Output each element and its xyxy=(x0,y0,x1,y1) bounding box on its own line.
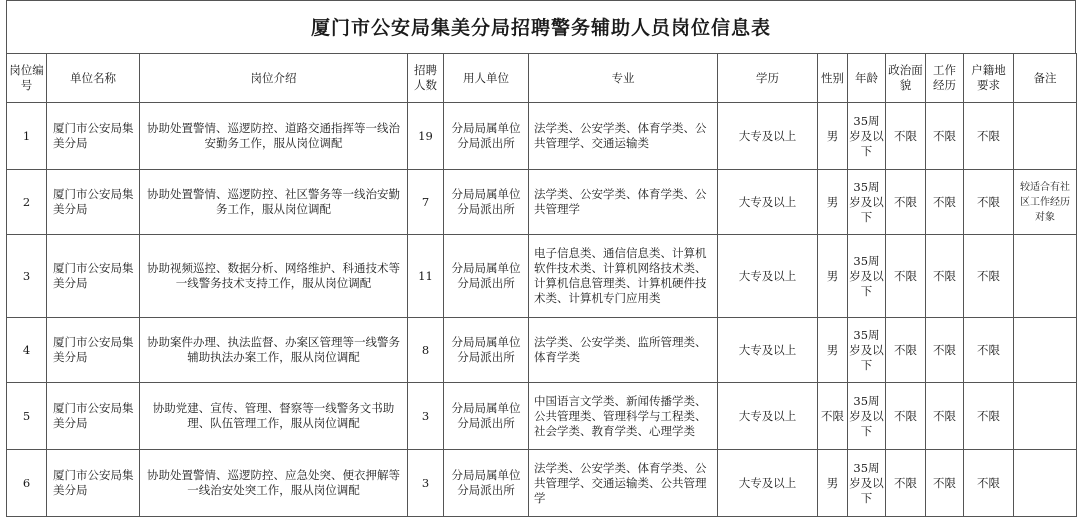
cell-major: 电子信息类、通信信息类、计算机软件技术类、计算机网络技术类、计算机信息管理类、计算机硬件技术类、计算机专门应用类 xyxy=(529,235,718,318)
cell-employer: 分局局属单位分局派出所 xyxy=(444,450,529,517)
cell-unit: 厦门市公安局集美分局 xyxy=(47,235,140,318)
cell-no: 3 xyxy=(7,235,47,318)
cell-no: 4 xyxy=(7,318,47,383)
cell-no: 1 xyxy=(7,103,47,170)
cell-intro: 协助处置警情、巡逻防控、道路交通指挥等一线治安勤务工作，服从岗位调配 xyxy=(140,103,408,170)
cell-employer: 分局局属单位分局派出所 xyxy=(444,235,529,318)
cell-political: 不限 xyxy=(886,235,926,318)
header-edu: 学历 xyxy=(718,54,818,103)
cell-major: 法学类、公安学类、体育学类、公共管理学、交通运输类 xyxy=(529,103,718,170)
cell-gender: 男 xyxy=(818,170,848,235)
cell-age: 35周岁及以下 xyxy=(848,103,886,170)
cell-major: 法学类、公安学类、监所管理类、体育学类 xyxy=(529,318,718,383)
cell-no: 5 xyxy=(7,383,47,450)
cell-unit: 厦门市公安局集美分局 xyxy=(47,450,140,517)
cell-unit: 厦门市公安局集美分局 xyxy=(47,383,140,450)
cell-age: 35周岁及以下 xyxy=(848,170,886,235)
header-major: 专业 xyxy=(529,54,718,103)
cell-edu: 大专及以上 xyxy=(718,103,818,170)
cell-note xyxy=(1014,103,1077,170)
table-row xyxy=(7,170,1077,235)
header-note: 备注 xyxy=(1014,54,1077,103)
cell-age: 35周岁及以下 xyxy=(848,383,886,450)
cell-gender: 男 xyxy=(818,318,848,383)
cell-unit: 厦门市公安局集美分局 xyxy=(47,170,140,235)
cell-political: 不限 xyxy=(886,103,926,170)
cell-note xyxy=(1014,450,1077,517)
cell-employer: 分局局属单位分局派出所 xyxy=(444,383,529,450)
table-row xyxy=(7,450,1077,517)
cell-edu: 大专及以上 xyxy=(718,318,818,383)
cell-intro: 协助处置警情、巡逻防控、社区警务等一线治安勤务工作，服从岗位调配 xyxy=(140,170,408,235)
header-count: 招聘人数 xyxy=(408,54,444,103)
cell-experience: 不限 xyxy=(926,235,964,318)
cell-age: 35周岁及以下 xyxy=(848,318,886,383)
cell-hukou: 不限 xyxy=(964,318,1014,383)
cell-experience: 不限 xyxy=(926,103,964,170)
cell-edu: 大专及以上 xyxy=(718,235,818,318)
cell-hukou: 不限 xyxy=(964,103,1014,170)
cell-employer: 分局局属单位分局派出所 xyxy=(444,318,529,383)
header-experience: 工作经历 xyxy=(926,54,964,103)
cell-gender: 男 xyxy=(818,450,848,517)
header-hukou: 户籍地要求 xyxy=(964,54,1014,103)
table-row xyxy=(7,383,1077,450)
page-title: 厦门市公安局集美分局招聘警务辅助人员岗位信息表 xyxy=(6,0,1076,53)
cell-political: 不限 xyxy=(886,170,926,235)
cell-major: 中国语言文学类、新闻传播学类、公共管理类、管理科学与工程类、社会学类、教育学类、心理学类 xyxy=(529,383,718,450)
header-no: 岗位编号 xyxy=(7,54,47,103)
cell-edu: 大专及以上 xyxy=(718,170,818,235)
cell-intro: 协助案件办理、执法监督、办案区管理等一线警务辅助执法办案工作，服从岗位调配 xyxy=(140,318,408,383)
cell-intro: 协助处置警情、巡逻防控、应急处突、便衣押解等一线治安处突工作，服从岗位调配 xyxy=(140,450,408,517)
cell-political: 不限 xyxy=(886,318,926,383)
table-row xyxy=(7,318,1077,383)
cell-note xyxy=(1014,318,1077,383)
cell-gender: 男 xyxy=(818,103,848,170)
cell-experience: 不限 xyxy=(926,170,964,235)
cell-major: 法学类、公安学类、体育学类、公共管理学 xyxy=(529,170,718,235)
cell-age: 35周岁及以下 xyxy=(848,450,886,517)
cell-hukou: 不限 xyxy=(964,383,1014,450)
cell-count: 19 xyxy=(408,103,444,170)
cell-hukou: 不限 xyxy=(964,235,1014,318)
cell-gender: 男 xyxy=(818,235,848,318)
table-row xyxy=(7,103,1077,170)
cell-hukou: 不限 xyxy=(964,170,1014,235)
cell-unit: 厦门市公安局集美分局 xyxy=(47,103,140,170)
cell-note xyxy=(1014,383,1077,450)
cell-no: 2 xyxy=(7,170,47,235)
cell-political: 不限 xyxy=(886,383,926,450)
cell-edu: 大专及以上 xyxy=(718,450,818,517)
cell-employer: 分局局属单位分局派出所 xyxy=(444,103,529,170)
cell-employer: 分局局属单位分局派出所 xyxy=(444,170,529,235)
cell-age: 35周岁及以下 xyxy=(848,235,886,318)
cell-count: 3 xyxy=(408,383,444,450)
cell-note: 较适合有社区工作经历对象 xyxy=(1014,170,1077,235)
cell-gender: 不限 xyxy=(818,383,848,450)
cell-major: 法学类、公安学类、体育学类、公共管理学、交通运输类、公共管理学 xyxy=(529,450,718,517)
cell-experience: 不限 xyxy=(926,450,964,517)
header-age: 年龄 xyxy=(848,54,886,103)
cell-intro: 协助视频巡控、数据分析、网络维护、科通技术等一线警务技术支持工作，服从岗位调配 xyxy=(140,235,408,318)
cell-count: 7 xyxy=(408,170,444,235)
header-unit: 单位名称 xyxy=(47,54,140,103)
header-gender: 性别 xyxy=(818,54,848,103)
table-header-row xyxy=(7,54,1077,103)
cell-count: 3 xyxy=(408,450,444,517)
cell-experience: 不限 xyxy=(926,383,964,450)
cell-political: 不限 xyxy=(886,450,926,517)
cell-intro: 协助党建、宣传、管理、督察等一线警务文书助理、队伍管理工作，服从岗位调配 xyxy=(140,383,408,450)
cell-experience: 不限 xyxy=(926,318,964,383)
cell-count: 8 xyxy=(408,318,444,383)
cell-hukou: 不限 xyxy=(964,450,1014,517)
cell-note xyxy=(1014,235,1077,318)
header-employer: 用人单位 xyxy=(444,54,529,103)
cell-no: 6 xyxy=(7,450,47,517)
cell-unit: 厦门市公安局集美分局 xyxy=(47,318,140,383)
cell-edu: 大专及以上 xyxy=(718,383,818,450)
positions-table xyxy=(6,53,1077,517)
cell-count: 11 xyxy=(408,235,444,318)
table-row xyxy=(7,235,1077,318)
header-political: 政治面貌 xyxy=(886,54,926,103)
header-intro: 岗位介绍 xyxy=(140,54,408,103)
